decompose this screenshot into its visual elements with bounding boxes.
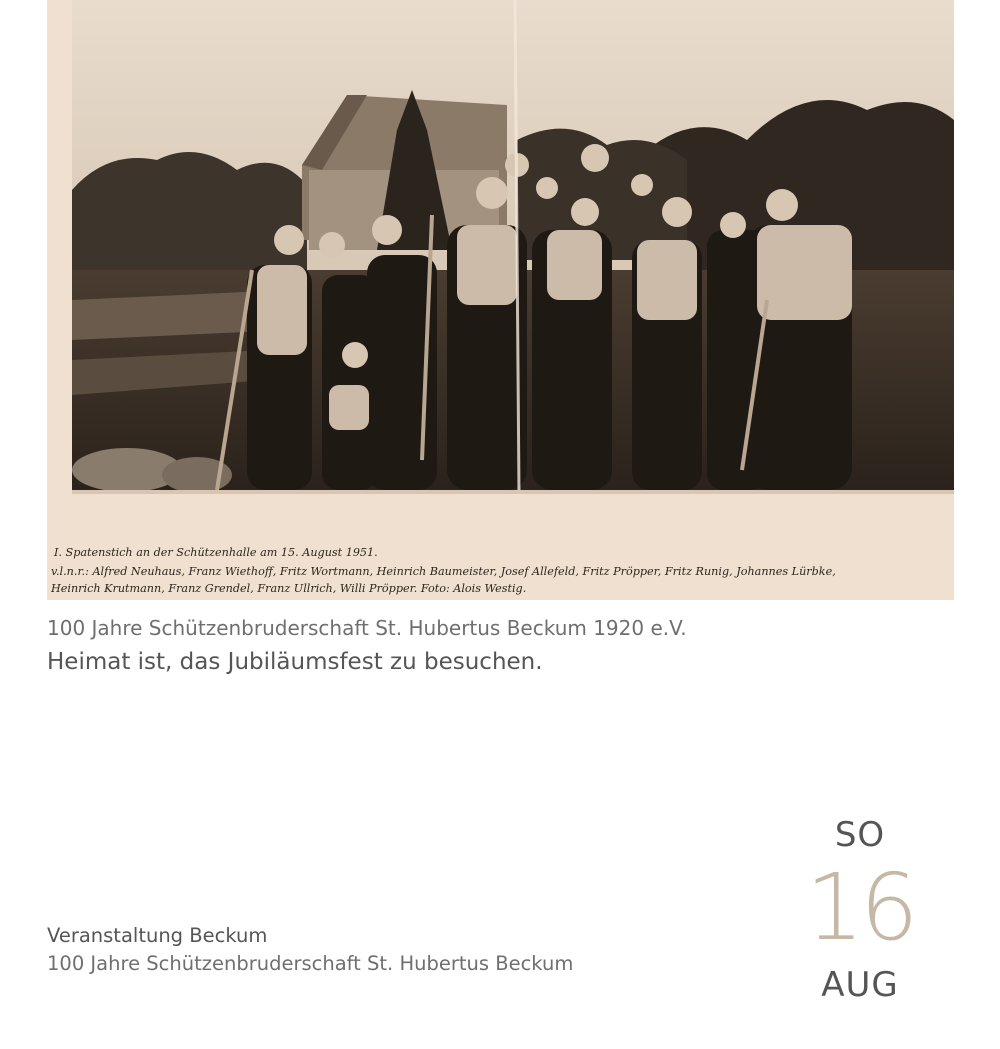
photo-caption (51, 543, 946, 598)
caption-line: I. Spatenstich an der Schützenhalle am 15. August 1951. (54, 546, 378, 559)
date-day: 16 (805, 854, 915, 961)
date-weekday: SO (834, 815, 886, 855)
caption-line: Heinrich Krutmann, Franz Grendel, Franz Ullrich, Willi Pröpper. Foto: Alois Westig. (51, 582, 527, 595)
event-description: 100 Jahre Schützenbruderschaft St. Hubertus Beckum (47, 952, 574, 975)
page-headline: Heimat ist, das Jubiläumsfest zu besuchen. (47, 649, 543, 675)
event-title: Veranstaltung Beckum (47, 924, 268, 947)
page-subtitle: 100 Jahre Schützenbruderschaft St. Hubertus Beckum 1920 e.V. (47, 616, 687, 640)
date-month: AUG (821, 965, 899, 1005)
photo-image (47, 0, 954, 600)
caption-line: v.l.n.r.: Alfred Neuhaus, Franz Wiethoff, Fritz Wortmann, Heinrich Baumeister, Josef Allefeld, Fritz Pröpper, Fritz Runig, Johannes Lürbke, (51, 565, 836, 578)
historic-photo (47, 0, 954, 600)
